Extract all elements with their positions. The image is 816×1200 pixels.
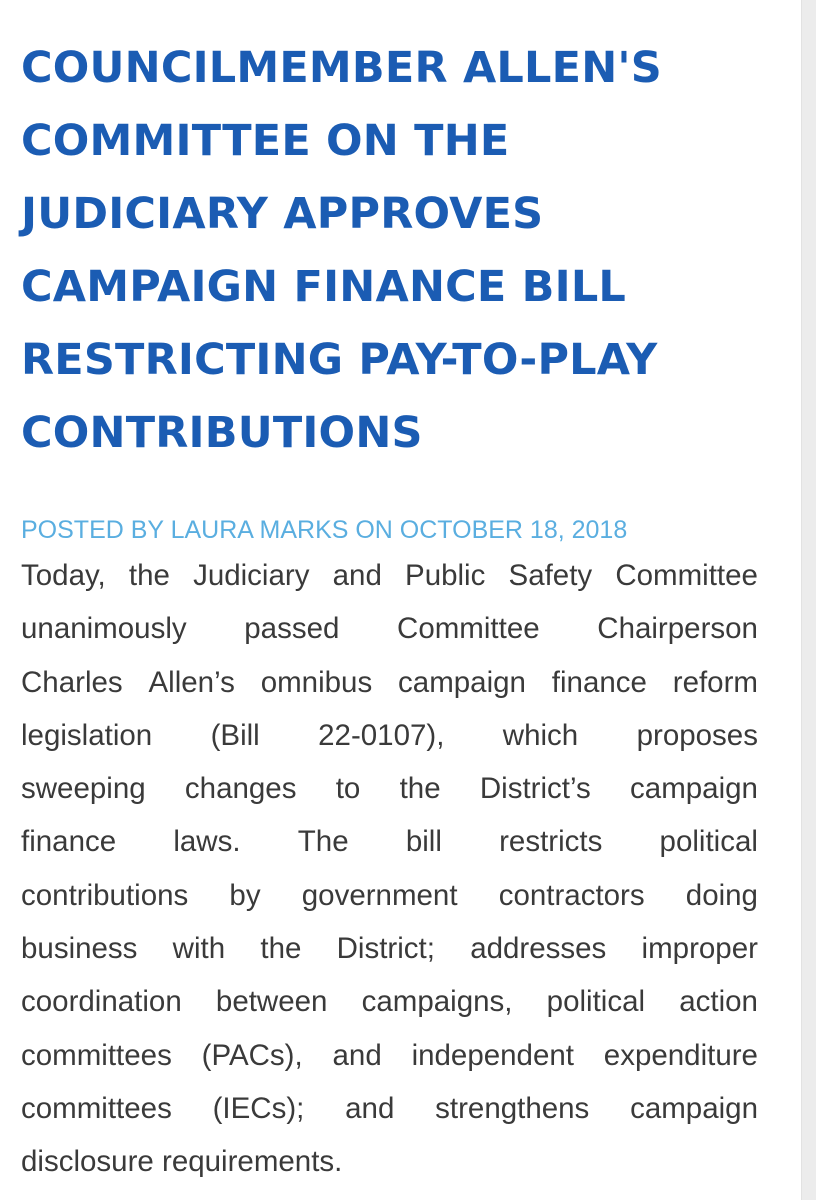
body-word: Today,	[21, 559, 106, 592]
body-word: (IECs);	[212, 1091, 305, 1125]
body-word: legislation	[21, 718, 153, 752]
body-word: proposes	[636, 718, 758, 752]
body-line	[21, 975, 758, 1028]
article-body	[21, 549, 758, 1189]
body-word: omnibus	[260, 665, 373, 699]
body-line	[21, 656, 758, 709]
body-word: the	[128, 559, 170, 592]
body-line	[21, 869, 758, 922]
body-word: (PACs),	[201, 1038, 303, 1072]
byline: POSTED BY LAURA MARKS ON OCTOBER 18, 2018	[21, 516, 628, 544]
body-line	[21, 922, 758, 975]
body-word: committees	[21, 1091, 172, 1125]
body-word: finance	[551, 665, 647, 699]
body-word: restricts	[499, 825, 603, 859]
body-word: expenditure	[603, 1038, 758, 1072]
body-word: contributions	[21, 878, 189, 912]
body-word: between	[215, 985, 328, 1019]
body-word: Safety	[508, 559, 593, 592]
body-word: bill	[405, 825, 442, 859]
body-word: District’s	[479, 772, 591, 806]
body-word: District;	[336, 932, 435, 966]
body-word: government	[301, 878, 458, 912]
body-word: and	[332, 1038, 382, 1072]
body-word: Committee	[615, 559, 758, 592]
body-word: and	[345, 1091, 395, 1125]
body-line	[21, 1029, 758, 1082]
body-word: which	[502, 718, 579, 752]
body-word: 22-0107),	[318, 718, 445, 752]
body-line	[21, 602, 758, 655]
body-line	[21, 815, 758, 868]
body-word: to	[335, 772, 361, 806]
headline-line: JUDICIARY APPROVES	[21, 189, 544, 239]
article	[21, 32, 758, 1189]
headline-line: COUNCILMEMBER ALLEN'S	[21, 43, 662, 93]
body-word: and	[332, 559, 382, 592]
body-word: political	[659, 825, 758, 859]
body-word: Judiciary	[193, 559, 310, 592]
body-line	[21, 549, 758, 602]
body-word: campaign	[630, 1091, 758, 1125]
body-word: sweeping	[21, 772, 146, 806]
body-word: Charles	[21, 665, 123, 699]
headline-line: CAMPAIGN FINANCE BILL	[21, 262, 627, 312]
body-word: The	[297, 825, 349, 859]
scrollbar-track[interactable]	[801, 0, 816, 1200]
headline-line: RESTRICTING PAY-TO-PLAY	[21, 335, 658, 385]
body-word: Committee	[397, 612, 540, 646]
body-word: improper	[641, 932, 758, 966]
article-headline	[21, 32, 758, 470]
body-word: campaign	[630, 772, 758, 806]
body-word: independent	[411, 1038, 574, 1072]
body-word: action	[679, 985, 758, 1019]
body-word: committees	[21, 1038, 172, 1072]
body-word: (Bill	[210, 718, 260, 752]
body-word: addresses	[470, 932, 607, 966]
body-word: coordination	[21, 985, 182, 1019]
headline-line: CONTRIBUTIONS	[21, 408, 423, 458]
body-line: disclosure requirements.	[21, 1145, 343, 1179]
body-word: contractors	[498, 878, 645, 912]
body-word: the	[399, 772, 441, 806]
headline-line: COMMITTEE ON THE	[21, 116, 510, 166]
body-word: Chairperson	[597, 612, 758, 646]
body-line	[21, 709, 758, 762]
body-word: with	[172, 932, 226, 966]
body-word: passed	[244, 612, 340, 646]
body-word: finance	[21, 825, 117, 859]
body-word: by	[229, 878, 261, 912]
body-word: campaign	[398, 665, 526, 699]
body-line	[21, 762, 758, 815]
body-word: the	[260, 932, 302, 966]
body-line	[21, 1082, 758, 1135]
body-word: campaigns,	[361, 985, 513, 1019]
body-word: Public	[405, 559, 486, 592]
body-word: reform	[672, 665, 758, 699]
body-word: doing	[685, 878, 758, 912]
body-word: changes	[184, 772, 297, 806]
body-word: Allen’s	[148, 665, 235, 699]
body-word: strengthens	[435, 1091, 590, 1125]
body-word: laws.	[173, 825, 241, 859]
body-word: political	[546, 985, 646, 1019]
body-word: business	[21, 932, 138, 966]
body-word: unanimously	[21, 612, 187, 646]
